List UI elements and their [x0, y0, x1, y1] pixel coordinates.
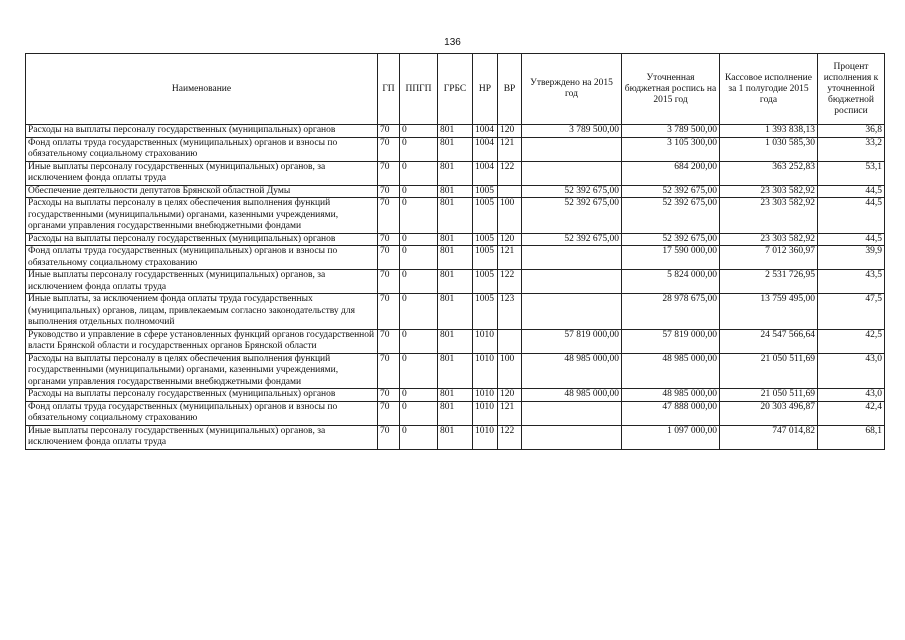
cell-gp: 70: [378, 329, 400, 353]
cell-name: Иные выплаты персоналу государственных (муниципальных) органов, за исключением фонда оплаты труда: [26, 425, 378, 449]
cell-grbs: 801: [438, 353, 473, 389]
budget-table: [25, 53, 885, 450]
cell-percent: 36,8: [818, 125, 885, 138]
header-name: Наименование: [26, 54, 378, 125]
header-vr: ВР: [498, 54, 522, 125]
cell-percent: 47,5: [818, 294, 885, 330]
cell-gp: 70: [378, 401, 400, 425]
cell-approved: [522, 161, 622, 185]
cell-nr: 1004: [473, 125, 498, 138]
table-row: [26, 389, 885, 402]
cell-cash: 20 303 496,87: [720, 401, 818, 425]
cell-grbs: 801: [438, 294, 473, 330]
cell-approved: [522, 137, 622, 161]
cell-vr: [498, 185, 522, 198]
cell-refined: 3 789 500,00: [622, 125, 720, 138]
cell-approved: [522, 294, 622, 330]
cell-nr: 1005: [473, 294, 498, 330]
table-row: [26, 294, 885, 330]
cell-vr: 122: [498, 161, 522, 185]
table-row: [26, 185, 885, 198]
cell-gp: 70: [378, 161, 400, 185]
header-nr: НР: [473, 54, 498, 125]
cell-ppgp: 0: [400, 185, 438, 198]
cell-gp: 70: [378, 125, 400, 138]
cell-vr: 121: [498, 246, 522, 270]
cell-ppgp: 0: [400, 353, 438, 389]
cell-gp: 70: [378, 425, 400, 449]
cell-name: Руководство и управление в сфере установленных функций органов государственной власти Брянской области и государственных органов Брянской области: [26, 329, 378, 353]
cell-name: Фонд оплаты труда государственных (муниципальных) органов и взносы по обязательному социальному страхованию: [26, 401, 378, 425]
cell-name: Иные выплаты персоналу государственных (муниципальных) органов, за исключением фонда оплаты труда: [26, 161, 378, 185]
table-row: [26, 246, 885, 270]
cell-cash: 747 014,82: [720, 425, 818, 449]
cell-percent: 44,5: [818, 198, 885, 234]
cell-percent: 53,1: [818, 161, 885, 185]
cell-ppgp: 0: [400, 270, 438, 294]
cell-ppgp: 0: [400, 246, 438, 270]
cell-refined: 48 985 000,00: [622, 389, 720, 402]
header-ppgp: ППГП: [400, 54, 438, 125]
table-row: [26, 125, 885, 138]
cell-cash: 23 303 582,92: [720, 198, 818, 234]
cell-cash: 1 393 838,13: [720, 125, 818, 138]
cell-refined: 48 985 000,00: [622, 353, 720, 389]
cell-vr: 120: [498, 233, 522, 246]
cell-refined: 52 392 675,00: [622, 185, 720, 198]
cell-name: Иные выплаты персоналу государственных (муниципальных) органов, за исключением фонда оплаты труда: [26, 270, 378, 294]
cell-gp: 70: [378, 353, 400, 389]
cell-percent: 43,5: [818, 270, 885, 294]
table-row: [26, 401, 885, 425]
cell-cash: 23 303 582,92: [720, 185, 818, 198]
cell-gp: 70: [378, 185, 400, 198]
cell-name: Обеспечение деятельности депутатов Брянской областной Думы: [26, 185, 378, 198]
cell-percent: 33,2: [818, 137, 885, 161]
cell-refined: 684 200,00: [622, 161, 720, 185]
cell-approved: [522, 246, 622, 270]
cell-refined: 5 824 000,00: [622, 270, 720, 294]
cell-grbs: 801: [438, 233, 473, 246]
cell-percent: 42,5: [818, 329, 885, 353]
cell-ppgp: 0: [400, 389, 438, 402]
cell-percent: 42,4: [818, 401, 885, 425]
cell-gp: 70: [378, 246, 400, 270]
table-row: [26, 161, 885, 185]
cell-vr: [498, 329, 522, 353]
cell-nr: 1004: [473, 137, 498, 161]
cell-nr: 1010: [473, 353, 498, 389]
cell-name: Расходы на выплаты персоналу государственных (муниципальных) органов: [26, 389, 378, 402]
cell-nr: 1005: [473, 270, 498, 294]
cell-name: Расходы на выплаты персоналу государственных (муниципальных) органов: [26, 125, 378, 138]
cell-approved: 48 985 000,00: [522, 353, 622, 389]
cell-ppgp: 0: [400, 294, 438, 330]
cell-vr: 121: [498, 401, 522, 425]
cell-refined: 17 590 000,00: [622, 246, 720, 270]
table-row: [26, 233, 885, 246]
cell-grbs: 801: [438, 125, 473, 138]
cell-gp: 70: [378, 233, 400, 246]
cell-ppgp: 0: [400, 198, 438, 234]
cell-vr: 123: [498, 294, 522, 330]
page-number: 136: [444, 37, 461, 48]
cell-approved: [522, 425, 622, 449]
table-row: [26, 137, 885, 161]
header-approved: Утверждено на 2015 год: [522, 54, 622, 125]
cell-percent: 68,1: [818, 425, 885, 449]
cell-cash: 13 759 495,00: [720, 294, 818, 330]
cell-cash: 23 303 582,92: [720, 233, 818, 246]
cell-cash: 21 050 511,69: [720, 389, 818, 402]
table-row: [26, 329, 885, 353]
cell-ppgp: 0: [400, 125, 438, 138]
cell-grbs: 801: [438, 270, 473, 294]
cell-gp: 70: [378, 270, 400, 294]
cell-approved: [522, 401, 622, 425]
cell-grbs: 801: [438, 389, 473, 402]
cell-grbs: 801: [438, 161, 473, 185]
cell-nr: 1005: [473, 198, 498, 234]
cell-percent: 44,5: [818, 233, 885, 246]
cell-grbs: 801: [438, 401, 473, 425]
cell-vr: 100: [498, 198, 522, 234]
cell-ppgp: 0: [400, 233, 438, 246]
cell-nr: 1004: [473, 161, 498, 185]
cell-name: Расходы на выплаты персоналу в целях обеспечения выполнения функций государственными (муниципальными) органами, казенными учреждениями, органами управления государственными внебюджетными фондами: [26, 353, 378, 389]
cell-vr: 122: [498, 425, 522, 449]
cell-refined: 52 392 675,00: [622, 198, 720, 234]
cell-grbs: 801: [438, 137, 473, 161]
cell-approved: [522, 270, 622, 294]
cell-ppgp: 0: [400, 137, 438, 161]
cell-grbs: 801: [438, 198, 473, 234]
cell-name: Иные выплаты, за исключением фонда оплаты труда государственных (муниципальных) органов, лицам, привлекаемым согласно законодательству для выполнения отдельных полномочий: [26, 294, 378, 330]
cell-approved: 57 819 000,00: [522, 329, 622, 353]
cell-nr: 1010: [473, 401, 498, 425]
cell-approved: 52 392 675,00: [522, 233, 622, 246]
cell-name: Расходы на выплаты персоналу в целях обеспечения выполнения функций государственными (муниципальными) органами, казенными учреждениями, органами управления государственными внебюджетными фондами: [26, 198, 378, 234]
header-cash: Кассовое исполнение за 1 полугодие 2015 года: [720, 54, 818, 125]
cell-gp: 70: [378, 137, 400, 161]
table-row: [26, 198, 885, 234]
cell-gp: 70: [378, 294, 400, 330]
cell-grbs: 801: [438, 246, 473, 270]
cell-name: Фонд оплаты труда государственных (муниципальных) органов и взносы по обязательному социальному страхованию: [26, 246, 378, 270]
table-row: [26, 353, 885, 389]
cell-gp: 70: [378, 389, 400, 402]
cell-nr: 1005: [473, 233, 498, 246]
header-grbs: ГРБС: [438, 54, 473, 125]
cell-grbs: 801: [438, 185, 473, 198]
header-refined: Уточненная бюджетная роспись на 2015 год: [622, 54, 720, 125]
table-row: [26, 425, 885, 449]
cell-gp: 70: [378, 198, 400, 234]
table-row: [26, 270, 885, 294]
cell-grbs: 801: [438, 425, 473, 449]
cell-cash: 1 030 585,30: [720, 137, 818, 161]
cell-percent: 43,0: [818, 389, 885, 402]
cell-ppgp: 0: [400, 425, 438, 449]
cell-cash: 7 012 360,97: [720, 246, 818, 270]
cell-cash: 21 050 511,69: [720, 353, 818, 389]
cell-approved: 52 392 675,00: [522, 198, 622, 234]
cell-approved: 3 789 500,00: [522, 125, 622, 138]
cell-cash: 24 547 566,64: [720, 329, 818, 353]
cell-percent: 39,9: [818, 246, 885, 270]
cell-nr: 1005: [473, 185, 498, 198]
cell-refined: 1 097 000,00: [622, 425, 720, 449]
cell-percent: 43,0: [818, 353, 885, 389]
cell-nr: 1010: [473, 389, 498, 402]
header-gp: ГП: [378, 54, 400, 125]
cell-refined: 47 888 000,00: [622, 401, 720, 425]
cell-refined: 57 819 000,00: [622, 329, 720, 353]
cell-nr: 1010: [473, 329, 498, 353]
cell-refined: 28 978 675,00: [622, 294, 720, 330]
cell-nr: 1010: [473, 425, 498, 449]
cell-grbs: 801: [438, 329, 473, 353]
cell-cash: 2 531 726,95: [720, 270, 818, 294]
cell-vr: 121: [498, 137, 522, 161]
table-header-row: [26, 54, 885, 125]
cell-vr: 120: [498, 389, 522, 402]
cell-vr: 122: [498, 270, 522, 294]
cell-percent: 44,5: [818, 185, 885, 198]
cell-name: Фонд оплаты труда государственных (муниципальных) органов и взносы по обязательному социальному страхованию: [26, 137, 378, 161]
cell-vr: 120: [498, 125, 522, 138]
cell-approved: 48 985 000,00: [522, 389, 622, 402]
cell-ppgp: 0: [400, 401, 438, 425]
cell-vr: 100: [498, 353, 522, 389]
cell-cash: 363 252,83: [720, 161, 818, 185]
cell-nr: 1005: [473, 246, 498, 270]
cell-name: Расходы на выплаты персоналу государственных (муниципальных) органов: [26, 233, 378, 246]
cell-refined: 3 105 300,00: [622, 137, 720, 161]
cell-refined: 52 392 675,00: [622, 233, 720, 246]
cell-approved: 52 392 675,00: [522, 185, 622, 198]
header-percent: Процент исполнения к уточненной бюджетной росписи: [818, 54, 885, 125]
cell-ppgp: 0: [400, 329, 438, 353]
cell-ppgp: 0: [400, 161, 438, 185]
